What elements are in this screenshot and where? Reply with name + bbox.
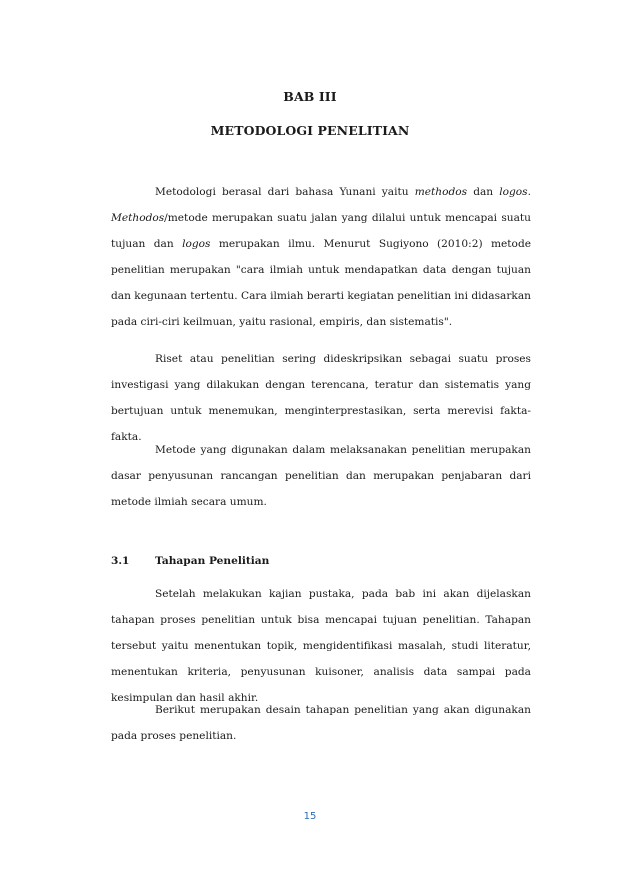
paragraph-text: merupakan ilmu. Menurut Sugiyono (2010:2) metode penelitian merupakan "cara ilmiah untuk mendapatkan data dengan tujuan dan kegunaan tertentu. Cara ilmiah berarti kegiatan penelitian ini didasarkan pada ciri-ciri keilmuan, yaitu rasional, empiris, dan sistematis". [111, 238, 531, 328]
paragraph-research-stages [111, 581, 531, 711]
paragraph-text: Setelah melakukan kajian pustaka, pada bab ini akan dijelaskan tahapan proses penelitian untuk bisa mencapai tujuan penelitian. Tahapan tersebut yaitu menentukan topik, mengidentifikasi masalah, studi literatur, menentukan kriteria, penyusunan kuisoner, analisis data sampai pada kesimpulan dan hasil akhir. [111, 588, 531, 704]
paragraph-text: Berikut merupakan desain tahapan penelitian yang akan digunakan pada proses penelitian. [111, 704, 531, 742]
paragraph-stage-design-intro [111, 697, 531, 749]
paragraph-method-basis [111, 437, 531, 515]
chapter-title: METODOLOGI PENELITIAN [210, 123, 410, 138]
paragraph-methodology-definition [111, 179, 531, 335]
paragraph-text: Riset atau penelitian sering dideskripsikan sebagai suatu proses investigasi yang dilakukan dengan terencana, teratur dan sistematis yang bertujuan untuk menemukan, menginterprestasikan, serta merevisi fakta-fakta. [111, 353, 531, 443]
paragraph-text: . [527, 186, 531, 198]
paragraph-text: Metode yang digunakan dalam melaksanakan penelitian merupakan dasar penyusunan rancangan penelitian dan merupakan penjabaran dari metode ilmiah secara umum. [111, 444, 531, 508]
chapter-label: BAB III [283, 89, 337, 104]
paragraph-text: dan [467, 186, 500, 198]
section-number: 3.1 [111, 555, 130, 567]
italic-term-logos: logos [499, 186, 528, 198]
paragraph-text: /metode merupakan suatu jalan yang dilalui untuk mencapai suatu tujuan dan [111, 212, 531, 250]
section-heading [111, 555, 531, 567]
section-title: Tahapan Penelitian [155, 555, 270, 567]
italic-term-logos: logos [182, 238, 211, 250]
italic-term-methodos: Methodos [111, 212, 165, 224]
italic-term-methodos: methodos [414, 186, 468, 198]
paragraph-text: Metodologi berasal dari bahasa Yunani yaitu [155, 186, 415, 198]
page-number: 15 [303, 811, 317, 822]
paragraph-research-definition [111, 346, 531, 450]
